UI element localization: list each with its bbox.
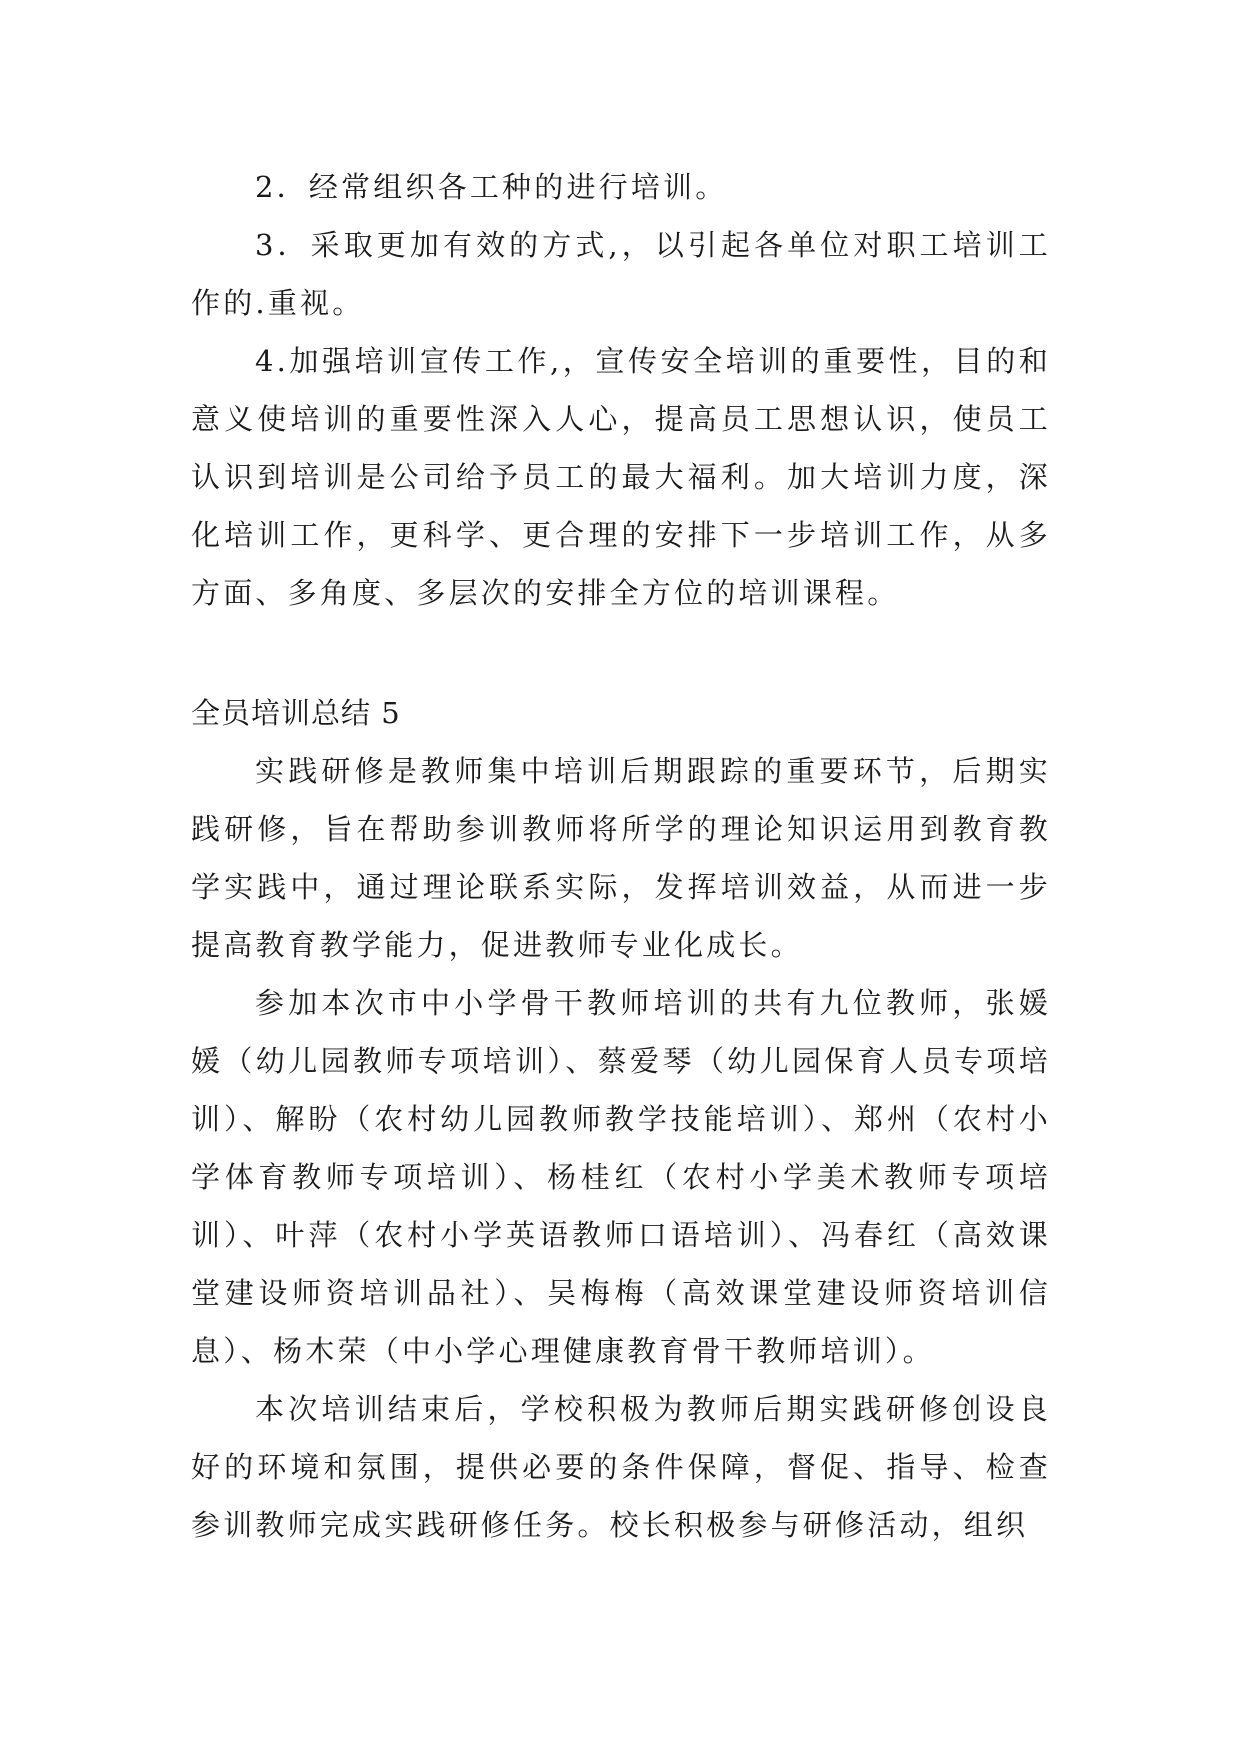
paragraph-intro: 实践研修是教师集中培训后期跟踪的重要环节，后期实践研修，旨在帮助参训教师将所学的理论知识运用到教育教学实践中，通过理论联系实际，发挥培训效益，从而进一步提高教育教学能力，促进教师专业化成长。 <box>191 754 1051 962</box>
paragraph-measure-4: 4.加强培训宣传工作,，宣传安全培训的重要性，目的和意义使培训的重要性深入人心，提高员工思想认识，使员工认识到培训是公司给予员工的最大福利。加大培训力度，深化培训工作，更科学、更合理的安排下一步培训工作，从多方面、多角度、多层次的安排全方位的培训课程。 <box>191 344 1051 610</box>
paragraph-measure-3: 3．采取更加有效的方式,，以引起各单位对职工培训工作的.重视。 <box>191 228 1051 320</box>
paragraph-follow-up: 本次培训结束后，学校积极为教师后期实践研修创设良好的环境和氛围，提供必要的条件保障，督促、指导、检查参训教师完成实践研修任务。校长积极参与研修活动，组织 <box>191 1392 1051 1542</box>
section-measures <box>191 158 1051 622</box>
section-summary-5 <box>191 684 1051 1554</box>
section-heading: 全员培训总结 5 <box>191 696 401 730</box>
paragraph-participants: 参加本次市中小学骨干教师培训的共有九位教师，张媛媛（幼儿园教师专项培训）、蔡爱琴（幼儿园保育人员专项培训）、解盼（农村幼儿园教师教学技能培训）、郑州（农村小学体育教师专项培训）、杨桂红（农村小学美术教师专项培训）、叶萍（农村小学英语教师口语培训）、冯春红（高效课堂建设师资培训品社）、吴梅梅（高效课堂建设师资培训信息）、杨木荣（中小学心理健康教育骨干教师培训）。 <box>191 986 1051 1368</box>
paragraph-measure-2: 2．经常组织各工种的进行培训。 <box>255 170 728 204</box>
